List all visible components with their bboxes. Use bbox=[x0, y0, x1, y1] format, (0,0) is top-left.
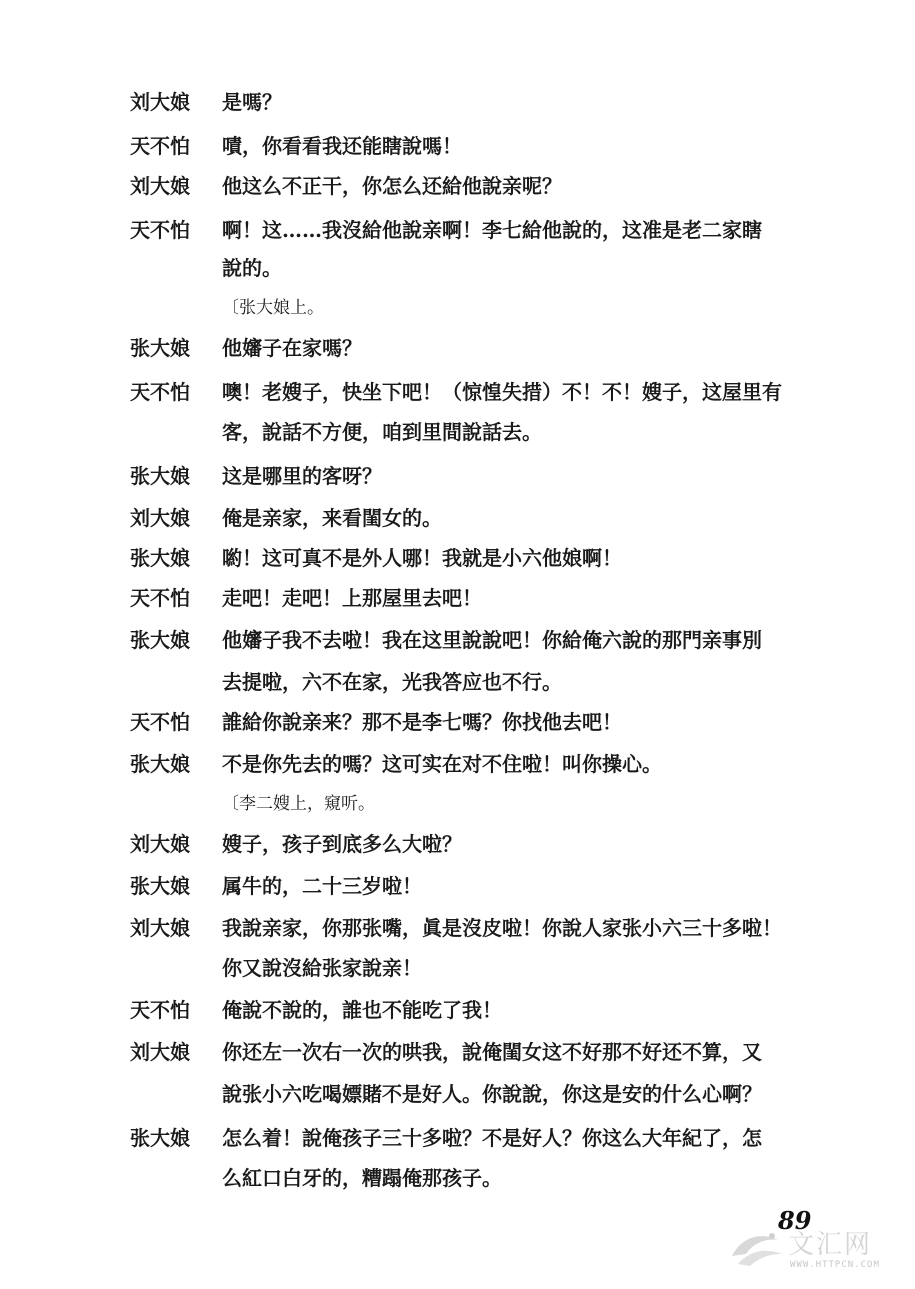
dialogue-line bbox=[0, 580, 915, 616]
dialogue-continuation bbox=[0, 290, 915, 326]
watermark-name: 文汇网 bbox=[788, 1230, 873, 1260]
page-number: 89 bbox=[778, 1206, 812, 1235]
dialogue-continuation bbox=[0, 1076, 915, 1112]
watermark bbox=[728, 1222, 898, 1282]
dialogue-text: 嫂子，孩子到底多么大啦？ bbox=[222, 832, 462, 856]
dialogue-text: 走吧！走吧！上那屋里去吧！ bbox=[222, 586, 482, 610]
speaker-name: 刘大娘 bbox=[130, 832, 190, 856]
dialogue-text: 属牛的，二十三岁啦！ bbox=[222, 874, 422, 898]
speaker-name: 张大娘 bbox=[130, 336, 190, 360]
dialogue-text: 說的。 bbox=[222, 256, 282, 280]
dialogue-line bbox=[0, 826, 915, 862]
dialogue-continuation bbox=[0, 1160, 915, 1196]
stage-direction: 〔李二嫂上，窺听。 bbox=[222, 794, 375, 814]
speaker-name: 天不怕 bbox=[130, 710, 190, 734]
dialogue-line bbox=[0, 374, 915, 410]
speaker-name: 天不怕 bbox=[130, 380, 190, 404]
speaker-name: 刘大娘 bbox=[130, 506, 190, 530]
dialogue-line bbox=[0, 500, 915, 536]
dialogue-continuation bbox=[0, 250, 915, 286]
speaker-name: 天不怕 bbox=[130, 998, 190, 1022]
dialogue-text: 你还左一次右一次的哄我，說俺閨女这不好那不好还不算，又 bbox=[222, 1040, 762, 1064]
dialogue-text: 俺說不說的，誰也不能吃了我！ bbox=[222, 998, 502, 1022]
dialogue-line bbox=[0, 84, 915, 120]
watermark-logo-icon bbox=[728, 1226, 786, 1270]
dialogue-text: 这是哪里的客呀？ bbox=[222, 464, 382, 488]
dialogue-text: 怎么着！說俺孩子三十多啦？不是好人？你这么大年紀了，怎 bbox=[222, 1126, 762, 1150]
dialogue-line bbox=[0, 1034, 915, 1070]
dialogue-line bbox=[0, 704, 915, 740]
dialogue-text: 他嬸子我不去啦！我在这里說說吧！你給俺六說的那門亲事別 bbox=[222, 628, 762, 652]
dialogue-text: 他这么不正干，你怎么还給他說亲呢？ bbox=[222, 174, 562, 198]
dialogue-line bbox=[0, 622, 915, 658]
speaker-name: 刘大娘 bbox=[130, 174, 190, 198]
speaker-name: 刘大娘 bbox=[130, 916, 190, 940]
stage-direction: 〔张大娘上。 bbox=[222, 298, 324, 318]
speaker-name: 张大娘 bbox=[130, 628, 190, 652]
dialogue-text: 誰給你說亲来？那不是李七嗎？你找他去吧！ bbox=[222, 710, 622, 734]
dialogue-line bbox=[0, 1120, 915, 1156]
dialogue-continuation bbox=[0, 950, 915, 986]
dialogue-line bbox=[0, 212, 915, 248]
dialogue-text: 不是你先去的嗎？这可实在对不住啦！叫你操心。 bbox=[222, 752, 662, 776]
speaker-name: 天不怕 bbox=[130, 134, 190, 158]
dialogue-line bbox=[0, 168, 915, 204]
dialogue-text: 噢！老嫂子，快坐下吧！（惊惶失措）不！不！嫂子，这屋里有 bbox=[222, 380, 782, 404]
dialogue-text: 喲！这可真不是外人哪！我就是小六他娘啊！ bbox=[222, 546, 622, 570]
dialogue-text: 我說亲家，你那张嘴，眞是沒皮啦！你說人家张小六三十多啦！ bbox=[222, 916, 782, 940]
dialogue-text: 是嗎？ bbox=[222, 90, 282, 114]
dialogue-line bbox=[0, 910, 915, 946]
speaker-name: 张大娘 bbox=[130, 464, 190, 488]
dialogue-continuation bbox=[0, 786, 915, 822]
speaker-name: 张大娘 bbox=[130, 1126, 190, 1150]
dialogue-line bbox=[0, 128, 915, 164]
dialogue-continuation bbox=[0, 414, 915, 450]
dialogue-text: 么紅口白牙的，糟蹋俺那孩子。 bbox=[222, 1166, 502, 1190]
speaker-name: 天不怕 bbox=[130, 586, 190, 610]
dialogue-continuation bbox=[0, 664, 915, 700]
dialogue-text: 嘖，你看看我还能瞎說嗎！ bbox=[222, 134, 462, 158]
speaker-name: 张大娘 bbox=[130, 752, 190, 776]
dialogue-text: 俺是亲家，来看閨女的。 bbox=[222, 506, 442, 530]
dialogue-line bbox=[0, 992, 915, 1028]
dialogue-text: 你又說沒給张家說亲！ bbox=[222, 956, 422, 980]
speaker-name: 张大娘 bbox=[130, 874, 190, 898]
dialogue-line bbox=[0, 540, 915, 576]
speaker-name: 张大娘 bbox=[130, 546, 190, 570]
dialogue-line bbox=[0, 868, 915, 904]
dialogue-text: 去提啦，六不在家，光我答应也不行。 bbox=[222, 670, 562, 694]
dialogue-text: 說张小六吃喝嫖賭不是好人。你說說，你这是安的什么心啊？ bbox=[222, 1082, 762, 1106]
speaker-name: 刘大娘 bbox=[130, 1040, 190, 1064]
speaker-name: 刘大娘 bbox=[130, 90, 190, 114]
watermark-url: WWW.HTTPCN.COM bbox=[790, 1260, 880, 1270]
dialogue-line bbox=[0, 458, 915, 494]
dialogue-text: 他嬸子在家嗎？ bbox=[222, 336, 362, 360]
dialogue-line bbox=[0, 330, 915, 366]
dialogue-text: 客，說話不方便，咱到里間說話去。 bbox=[222, 420, 542, 444]
dialogue-line bbox=[0, 746, 915, 782]
dialogue-text: 啊！这……我沒給他說亲啊！李七給他說的，这准是老二家瞎 bbox=[222, 218, 762, 242]
speaker-name: 天不怕 bbox=[130, 218, 190, 242]
